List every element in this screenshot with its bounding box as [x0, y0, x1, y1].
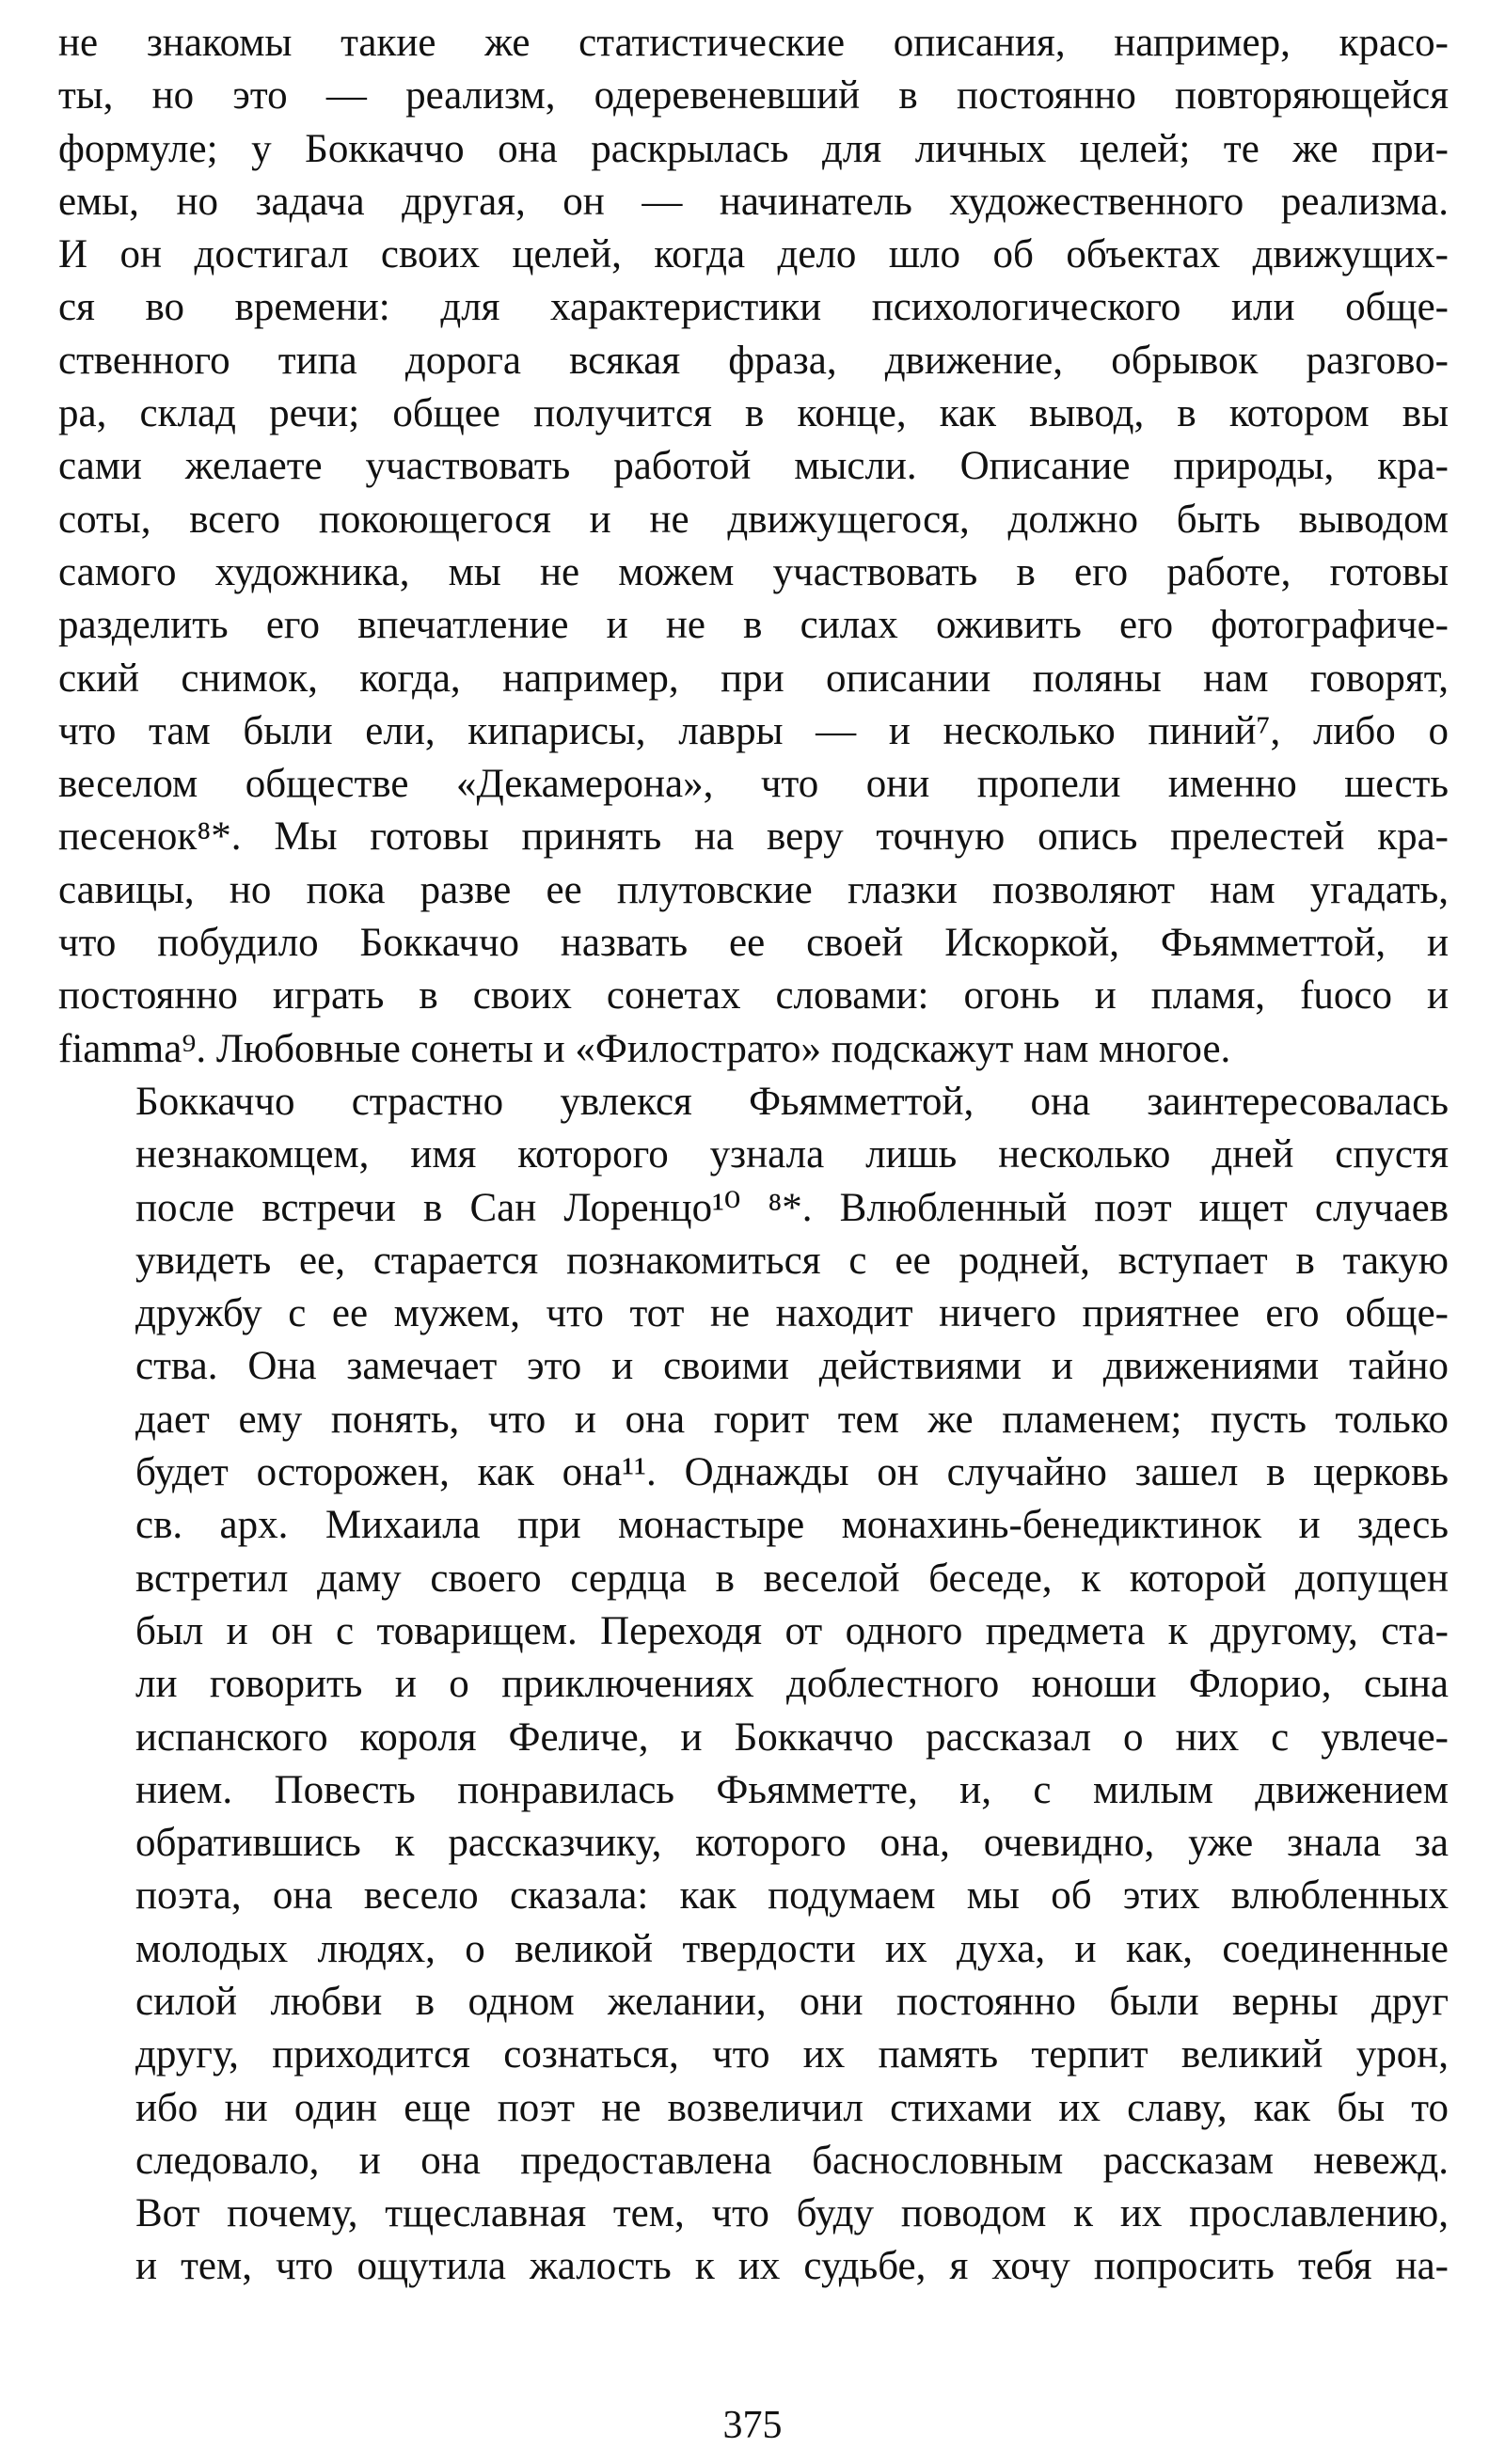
text-line: формуле; у Боккаччо она раскрылась для личных целей; те же при- [58, 126, 1449, 171]
text-line: песенок⁸*. Мы готовы принять на веру точную опись прелестей кра- [58, 814, 1449, 860]
text-line: после встречи в Сан Лоренцо¹⁰ ⁸*. Влюбленный поэт ищет случаев [135, 1185, 1449, 1230]
text-line: будет осторожен, как она¹¹. Однажды он случайно зашел в церковь [135, 1450, 1449, 1495]
text-line: соты, всего покоющегося и не движущегося, должно быть выводом [58, 497, 1449, 542]
text-line: ты, но это — реализм, одеревеневший в постоянно повторяющейся [58, 73, 1449, 118]
text-line: веселом обществе «Декамерона», что они пропели именно шесть [58, 762, 1449, 807]
text-line: незнакомцем, имя которого узнала лишь несколько дней спустя [135, 1132, 1449, 1177]
text-line: встретил даму своего сердца в веселой беседе, к которой допущен [135, 1556, 1449, 1601]
text-line: дружбу с ее мужем, что тот не находит ничего приятнее его обще- [135, 1291, 1449, 1336]
text-line: Боккаччо страстно увлекся Фьямметтой, она заинтересовалась [135, 1079, 1449, 1124]
text-line: что там были ели, кипарисы, лавры — и несколько пиний⁷, либо о [58, 708, 1449, 753]
text-line: нием. Повесть понравилась Фьямметте, и, с милым движением [135, 1767, 1449, 1812]
text-line: Вот почему, тщеславная тем, что буду поводом к их прославлению, [135, 2191, 1449, 2236]
text-line: ства. Она замечает это и своими действиями и движениями тайно [135, 1344, 1449, 1389]
text-line: сами желаете участвовать работой мысли. Описание природы, кра- [58, 444, 1449, 489]
text-line: ский снимок, когда, например, при описании поляны нам говорят, [58, 655, 1449, 701]
text-line: постоянно играть в своих сонетах словами: огонь и пламя, fuoco и [58, 973, 1449, 1019]
text-line: силой любви в одном желании, они постоянно были верны друг [135, 1979, 1449, 2024]
text-line: поэта, она весело сказала: как подумаем мы об этих влюбленных [135, 1873, 1449, 1919]
text-line: испанского короля Феличе, и Боккаччо рассказал о них с увлече- [135, 1714, 1449, 1760]
page-number: 375 [722, 2404, 783, 2447]
text-line: что побудило Боккаччо назвать ее своей Искоркой, Фьямметтой, и [58, 921, 1449, 966]
text-line: савицы, но пока разве ее плутовские глазки позволяют нам угадать, [58, 867, 1449, 912]
text-line: ли говорить и о приключениях доблестного юноши Флорио, сына [135, 1662, 1449, 1707]
text-line: емы, но задача другая, он — начинатель художественного реализма. [58, 179, 1449, 224]
text-line: и тем, что ощутила жалость к их судьбе, я хочу попросить тебя на- [135, 2244, 1449, 2289]
text-line: св. арх. Михаила при монастыре монахинь-бенедиктинок и здесь [135, 1503, 1449, 1548]
text-line: обратившись к рассказчику, которого она, очевидно, уже знала за [135, 1821, 1449, 1866]
paragraph-1 [58, 17, 1449, 1076]
text-line: И он достигал своих целей, когда дело шло об объектах движущих- [58, 232, 1449, 277]
text-line: самого художника, мы не можем участвовать в его работе, готовы [58, 549, 1449, 594]
text-line: ибо ни один еще поэт не возвеличил стихами их славу, как бы то [135, 2085, 1449, 2130]
text-line: дает ему понять, что и она горит тем же пламенем; пусть только [135, 1397, 1449, 1442]
text-line: fiamma⁹. Любовные сонеты и «Филострато» подскажут нам многое. [58, 1026, 1231, 1071]
text-line: молодых людях, о великой твердости их духа, и как, соединенные [135, 1926, 1449, 1971]
page-text [58, 17, 1449, 2294]
text-line: разделить его впечатление и не в силах оживить его фотографиче- [58, 603, 1449, 648]
text-line: ра, склад речи; общее получится в конце, как вывод, в котором вы [58, 391, 1449, 436]
text-line: ственного типа дорога всякая фраза, движение, обрывок разгово- [58, 338, 1449, 383]
text-line: увидеть ее, старается познакомиться с ее родней, вступает в такую [135, 1238, 1449, 1283]
text-line: ся во времени: для характеристики психологического или обще- [58, 285, 1449, 330]
text-line: другу, приходится сознаться, что их память терпит великий урон, [135, 2032, 1449, 2077]
text-line: следовало, и она предоставлена баснословным рассказам невежд. [135, 2138, 1449, 2183]
paragraph-2 [58, 1076, 1449, 2294]
text-line: не знакомы такие же статистические описания, например, красо- [58, 21, 1449, 65]
text-line: был и он с товарищем. Переходя от одного предмета к другому, ста- [135, 1608, 1449, 1653]
